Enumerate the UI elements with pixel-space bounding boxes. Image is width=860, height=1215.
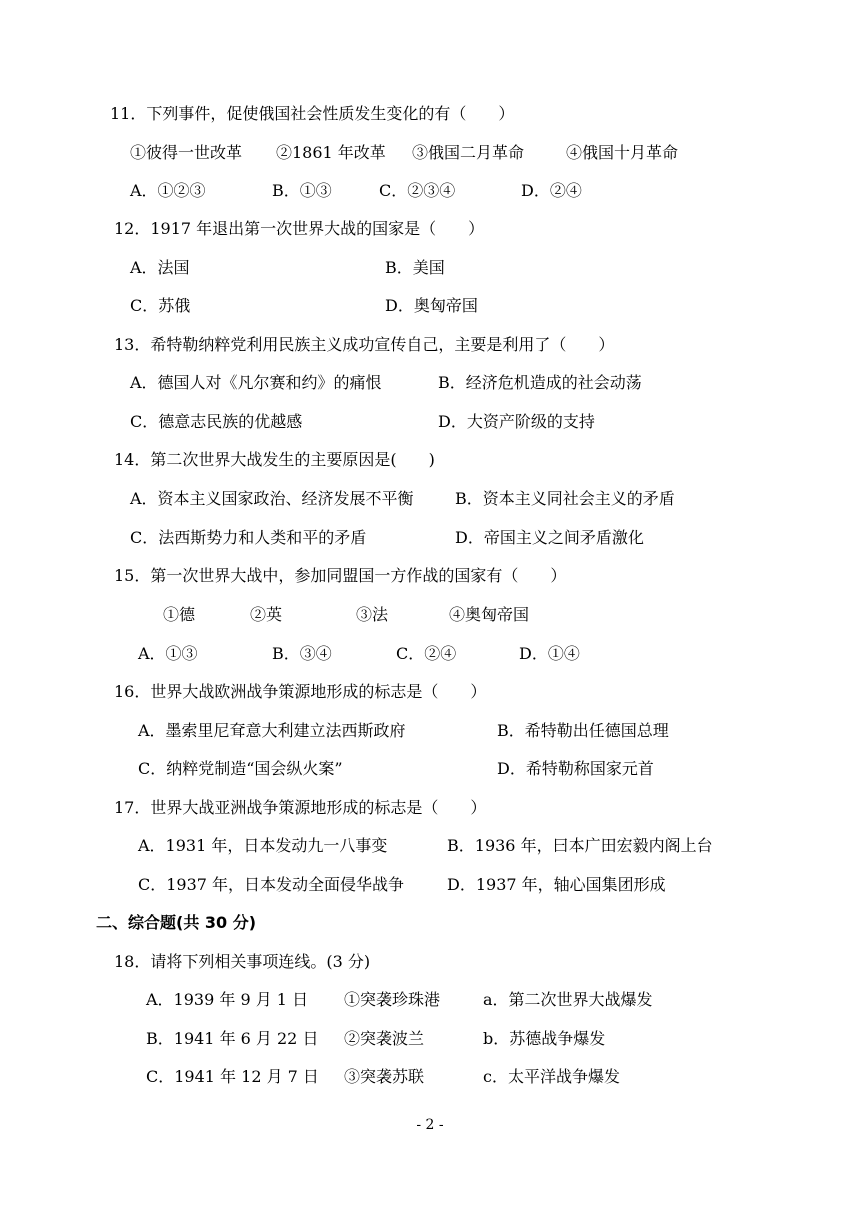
- q13-option-d[interactable]: D．大资产阶级的支持: [438, 412, 595, 431]
- question-15-stem: 15．第一次世界大战中，参加同盟国一方作战的国家有（ ）: [114, 566, 567, 585]
- q16-option-c[interactable]: C．纳粹党制造“国会纵火案”: [138, 759, 343, 778]
- q12-option-a[interactable]: A．法国: [130, 258, 190, 277]
- q13-option-c[interactable]: C．德意志民族的优越感: [130, 412, 303, 431]
- q14-option-b[interactable]: B．资本主义同社会主义的矛盾: [455, 489, 675, 508]
- q15-item-1: ①德: [163, 605, 196, 624]
- q13-option-a[interactable]: A．德国人对《凡尔赛和约》的痛恨: [130, 373, 382, 392]
- q15-option-b[interactable]: B．③④: [272, 644, 332, 663]
- q12-option-d[interactable]: D．奥匈帝国: [385, 296, 478, 315]
- q16-option-d[interactable]: D．希特勒称国家元首: [497, 759, 654, 778]
- page-number: - 2 -: [416, 1117, 444, 1133]
- q18-row-a-date: A．1939 年 9 月 1 日: [146, 990, 309, 1009]
- q18-row-c-date: C．1941 年 12 月 7 日: [146, 1067, 319, 1086]
- q15-item-4: ④奥匈帝国: [449, 605, 530, 624]
- question-16-stem: 16．世界大战欧洲战争策源地形成的标志是（ ）: [114, 682, 487, 701]
- q11-item-3: ③俄国二月革命: [412, 143, 525, 162]
- q18-row-c-event: ③突袭苏联: [344, 1067, 425, 1086]
- q18-row-a-result: a．第二次世界大战爆发: [483, 990, 653, 1009]
- q15-item-3: ③法: [356, 605, 389, 624]
- q15-item-2: ②英: [250, 605, 283, 624]
- q12-option-c[interactable]: C．苏俄: [130, 296, 191, 315]
- q17-option-d[interactable]: D．1937 年，轴心国集团形成: [447, 875, 666, 894]
- q18-row-b-date: B．1941 年 6 月 22 日: [146, 1029, 319, 1048]
- q11-option-b[interactable]: B．①③: [272, 181, 332, 200]
- section-2-title: 二、综合题(共 30 分): [96, 913, 257, 932]
- q18-row-c-result: c．太平洋战争爆发: [483, 1067, 620, 1086]
- q14-option-a[interactable]: A．资本主义国家政治、经济发展不平衡: [130, 489, 414, 508]
- q13-option-b[interactable]: B．经济危机造成的社会动荡: [438, 373, 642, 392]
- q11-option-d[interactable]: D．②④: [521, 181, 582, 200]
- q17-option-c[interactable]: C．1937 年，日本发动全面侵华战争: [138, 875, 405, 894]
- question-17-stem: 17．世界大战亚洲战争策源地形成的标志是（ ）: [114, 798, 487, 817]
- question-12-stem: 12．1917 年退出第一次世界大战的国家是（ ）: [114, 219, 485, 238]
- q18-row-b-event: ②突袭波兰: [344, 1029, 425, 1048]
- q17-option-b[interactable]: B．1936 年，曰本广田宏毅内阁上台: [447, 836, 713, 855]
- question-18-stem: 18．请将下列相关事项连线。(3 分): [114, 952, 371, 971]
- q14-option-c[interactable]: C．法西斯势力和人类和平的矛盾: [130, 528, 367, 547]
- q18-row-b-result: b．苏德战争爆发: [483, 1029, 606, 1048]
- q15-option-a[interactable]: A．①③: [138, 644, 198, 663]
- q11-item-4: ④俄国十月革命: [566, 143, 679, 162]
- question-11-stem: 11．下列事件，促使俄国社会性质发生变化的有（ ）: [110, 104, 515, 123]
- q11-option-c[interactable]: C．②③④: [379, 181, 456, 200]
- q11-option-a[interactable]: A．①②③: [130, 181, 206, 200]
- q18-row-a-event: ①突袭珍珠港: [344, 990, 441, 1009]
- question-14-stem: 14．第二次世界大战发生的主要原因是( ): [114, 450, 435, 469]
- q16-option-a[interactable]: A．墨索里尼耷意大利建立法西斯政府: [138, 721, 406, 740]
- question-13-stem: 13．希特勒纳粹党利用民族主义成功宣传自己，主要是利用了（ ）: [114, 335, 615, 354]
- q11-item-2: ②1861 年改革: [276, 143, 386, 162]
- q15-option-c[interactable]: C．②④: [396, 644, 457, 663]
- q15-option-d[interactable]: D．①④: [519, 644, 580, 663]
- q12-option-b[interactable]: B．美国: [385, 258, 445, 277]
- q16-option-b[interactable]: B．希特勒出任德国总理: [497, 721, 669, 740]
- q14-option-d[interactable]: D．帝国主义之间矛盾激化: [455, 528, 644, 547]
- q17-option-a[interactable]: A．1931 年，日本发动九一八事变: [138, 836, 388, 855]
- q11-item-1: ①彼得一世改革: [130, 143, 243, 162]
